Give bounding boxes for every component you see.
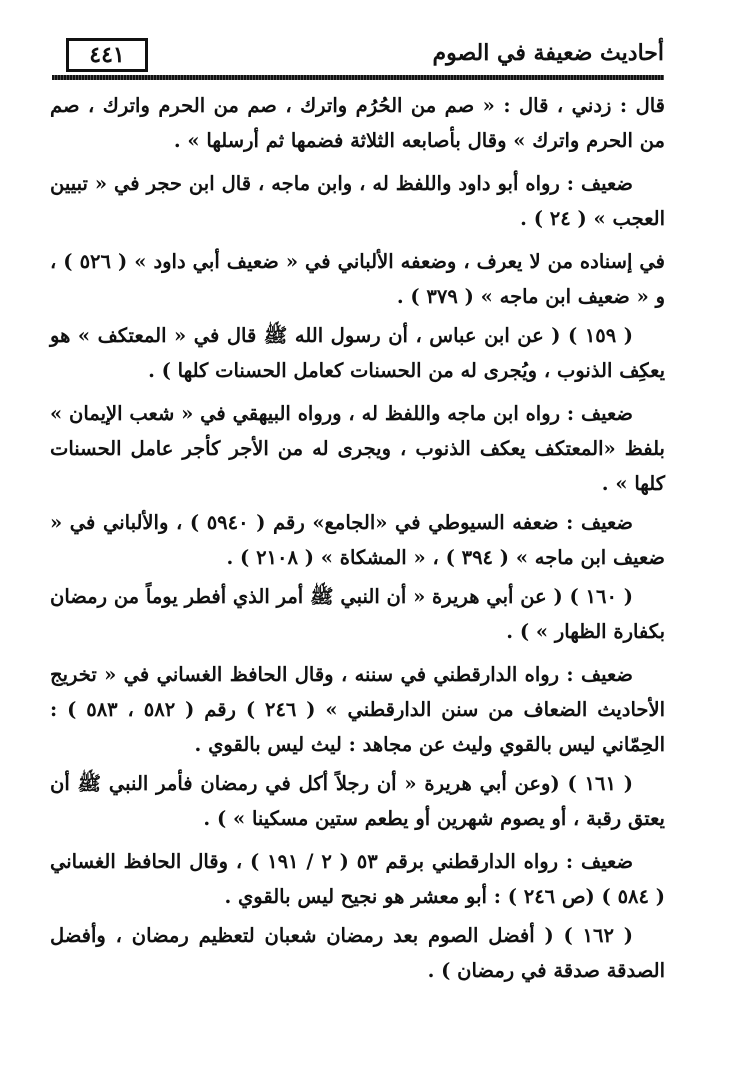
paragraph-grading: ضعيف : رواه الدارقطني برقم ٥٣ ( ٢ / ١٩١ ) ، وقال الحافظ الغساني ( ٥٨٤ ) (ص ٢٤٦ ) : أبو معشر هو نجيح ليس بالقوي . [50,850,665,908]
paragraph-hadith-160: ( ١٦٠ ) ( عن أبي هريرة « أن النبي ﷺ أمر الذي أفطر يوماً من رمضان بكفارة الظهار » ) . [50,585,665,643]
running-title: أحاديث ضعيفة في الصوم [432,40,664,66]
paragraph-grading-note: في إسناده من لا يعرف ، وضعفه الألباني في « ضعيف أبي داود » ( ٥٢٦ ) ، و « ضعيف ابن ماجه » ( ٣٧٩ ) . [50,250,665,308]
header-rule [52,75,664,80]
page-number: ٤٤١ [66,38,148,72]
paragraph-grading: ضعيف : رواه أبو داود واللفظ له ، وابن ماجه ، قال ابن حجر في « تبيين العجب » ( ٢٤ ) . [50,172,665,230]
paragraph-hadith-159: ( ١٥٩ ) ( عن ابن عباس ، أن رسول الله ﷺ قال في « المعتكف » هو يعكِف الذنوب ، ويُجرى له من الحسنات كعامل الحسنات كلها ) . [50,324,665,382]
paragraph-grading: ضعيف : رواه الدارقطني في سننه ، وقال الحافظ الغساني في « تخريج الأحاديث الضعاف من سنن الدارقطني » ( ٢٤٦ ) رقم ( ٥٨٢ ، ٥٨٣ ) : الحِمّاني ليس بالقوي وليث عن مجاهد : ليث ليس بالقوي . [50,663,665,756]
paragraph-grading: ضعيف : ضعفه السيوطي في «الجامع» رقم ( ٥٩٤٠ ) ، والألباني في « ضعيف ابن ماجه » ( ٣٩٤ ) ، « المشكاة » ( ٢١٠٨ ) . [50,511,665,569]
paragraph-grading: ضعيف : رواه ابن ماجه واللفظ له ، ورواه البيهقي في « شعب الإيمان » بلفظ «المعتكف يعكف الذنوب ، ويجرى له من الأجر كأجر عامل الحسنات كلها » . [50,402,665,495]
paragraph-continuation: قال : زدني ، قال : « صم من الحُرُم واترك ، صم من الحرم واترك ، صم من الحرم واترك » وقال بأصابعه الثلاثة فضمها ثم أرسلها » . [50,94,665,152]
paragraph-hadith-161: ( ١٦١ ) (وعن أبي هريرة « أن رجلاً أكل في رمضان فأمر النبي ﷺ أن يعتق رقبة ، أو يصوم شهرين أو يطعم ستين مسكينا » ) . [50,772,665,830]
page-header [52,34,664,80]
paragraph-hadith-162: ( ١٦٢ ) ( أفضل الصوم بعد رمضان شعبان لتعظيم رمضان ، وأفضل الصدقة صدقة في رمضان ) . [50,924,665,982]
page-body [50,88,665,992]
